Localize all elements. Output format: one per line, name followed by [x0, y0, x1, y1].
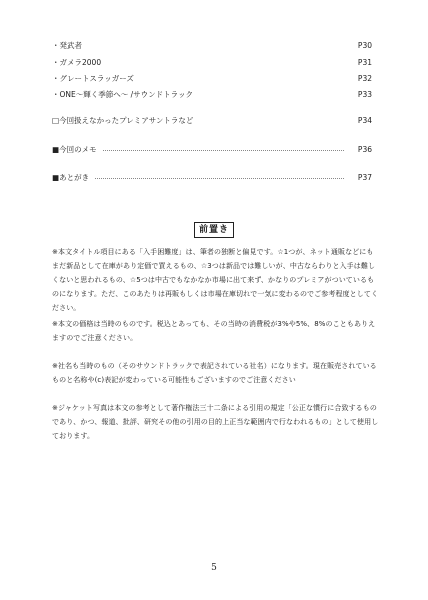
toc-entry-page: P36: [357, 145, 372, 154]
toc-entry: [52, 172, 372, 184]
toc-entry-title: ・グレートスラッガーズ: [52, 74, 134, 83]
section-heading-row: [0, 217, 428, 238]
toc-entry-title: ■今回のメモ: [52, 145, 97, 154]
toc-entry: [52, 73, 372, 85]
toc-leader: [95, 177, 344, 179]
note-paragraph: ※社名も当時のもの（そのサウンドトラックで表記されている社名）になります。現在販売されているものと名称や(c)表記が変わっている可能性もございますのでご注意ください: [52, 362, 377, 384]
toc-entry-page: P34: [357, 116, 372, 125]
toc-entry-title: ・ガメラ2000: [52, 58, 102, 67]
toc-leader: [103, 149, 344, 151]
toc-entry-title: ・ONE～輝く季節へ～ /サウンドトラック: [52, 90, 194, 99]
toc-leader: [107, 63, 344, 64]
toc-entry: [52, 144, 372, 156]
section-heading: 前置き: [194, 222, 234, 238]
toc-leader: [88, 46, 344, 47]
toc-entry: [52, 57, 372, 69]
toc-leader: [140, 79, 344, 80]
toc-entry-title: ・発武者: [52, 41, 82, 50]
toc-entry-page: P30: [357, 41, 372, 50]
toc-entry: [52, 89, 372, 101]
toc-entry-page: P32: [357, 74, 372, 83]
toc-entry-page: P33: [357, 90, 372, 99]
toc-entry-page: P31: [357, 58, 372, 67]
toc-entry-title: □今回扱えなかったプレミアサントラなど: [52, 116, 194, 125]
note-paragraph: ※本文の価格は当時のものです。税込とあっても、その当時の消費税が3%や5%、8%のこともありえますのでご注意ください。: [52, 320, 376, 342]
page-number: 5: [211, 563, 217, 573]
toc-entry-page: P37: [357, 173, 372, 182]
toc-leader: [199, 121, 344, 122]
toc-entry: [52, 40, 372, 52]
note-paragraph: ※ジャケット写真は本文の参考として著作権法三十二条による引用の規定「公正な慣行に合致するものであり、かつ、報道、批評、研究その他の引用の目的上正当な範囲内で行なわれるもの」として使用しております。: [52, 404, 379, 440]
toc-entry-title: ■あとがき: [52, 173, 90, 182]
toc-leader: [199, 95, 344, 96]
toc-entry: [52, 115, 372, 127]
note-paragraph: ※本文タイトル項目にある「入手困難度」は、筆者の独断と偏見です。☆1つが、ネット通販などにもまだ新品として在庫があり定価で買えるもの、☆3つは新品では難しいが、中古ならわりと入手は難しくないと思われるもの、☆5つは中古でもなかなか市場に出て来ず、かなりのプレミアがついているものになります。ただ、このあたりは再販もしくは市場在庫切れで一気に変わるのでご参考程度としてください。: [52, 248, 379, 312]
